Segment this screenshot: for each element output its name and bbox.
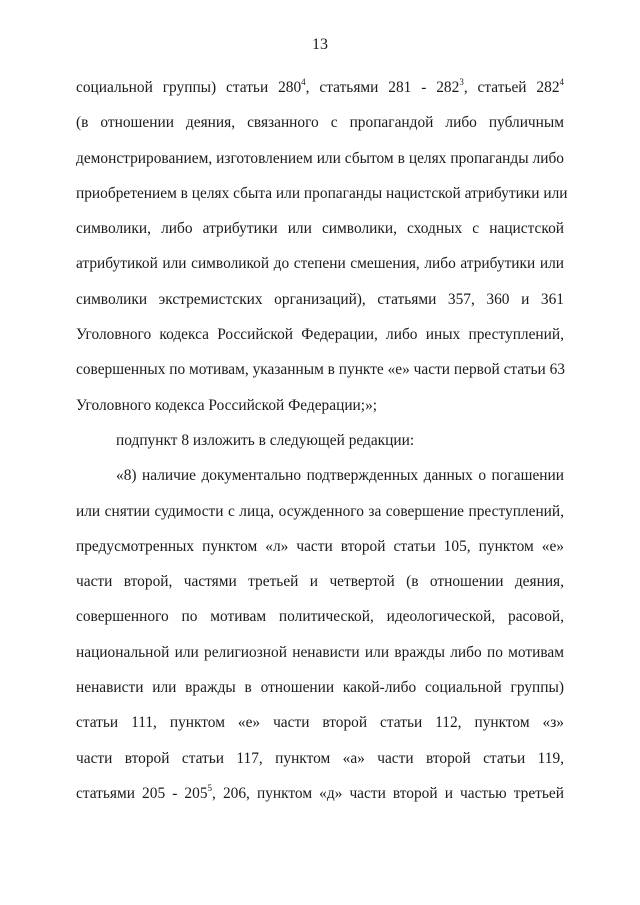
superscript: 4 bbox=[301, 76, 306, 87]
text-line: социальной группы) статьи $280^4$, статьями $281 - 282^3$, статьей $282^4$ bbox=[76, 76, 565, 96]
text-line: статьи 111, пунктом «е» части второй статьи 112, пунктом «з» bbox=[76, 714, 564, 732]
text-line: подпункт 8 изложить в следующей редакции: bbox=[116, 431, 415, 449]
text-line: части второй, частями третьей и четвертой (в отношении деяния, bbox=[76, 573, 564, 591]
text-line: (в отношении деяния, связанного с пропагандой либо публичным bbox=[76, 114, 564, 132]
text-line: совершенного по мотивам политической, идеологической, расовой, bbox=[76, 608, 564, 626]
text-line: Уголовного кодекса Российской Федерации;»; bbox=[76, 396, 378, 414]
text-line: предусмотренных пунктом «л» части второй статьи 105, пунктом «е» bbox=[76, 537, 564, 555]
superscript: 5 bbox=[207, 782, 213, 793]
text-line: ненависти или вражды в отношении какой-либо социальной группы) bbox=[76, 679, 564, 697]
paragraph-subpoint-instruction bbox=[76, 423, 564, 458]
paragraph-continuation bbox=[76, 70, 568, 423]
text-line: символики экстремистских организаций), статьями 357, 360 и 361 bbox=[76, 290, 564, 308]
text-line: символики, либо атрибутики или символики, сходных с нацистской bbox=[76, 220, 564, 238]
superscript: 3 bbox=[459, 76, 464, 87]
text-line: демонстрированием, изготовлением или сбытом в целях пропаганды либо bbox=[76, 149, 564, 167]
text-line: части второй статьи 117, пунктом «а» части второй статьи 119, bbox=[76, 749, 564, 767]
superscript: 4 bbox=[559, 76, 565, 87]
text-line: или снятии судимости с лица, осужденного за совершение преступлений, bbox=[76, 502, 564, 520]
document-body bbox=[76, 70, 568, 811]
text-line: приобретением в целях сбыта или пропаганды нацистской атрибутики или bbox=[76, 184, 568, 202]
text-line: национальной или религиозной ненависти или вражды либо по мотивам bbox=[76, 643, 564, 661]
page-number: 13 bbox=[312, 36, 328, 53]
text-line: «8) наличие документально подтвержденных данных о погашении bbox=[116, 467, 564, 485]
text-line: атрибутикой или символикой до степени смешения, либо атрибутики или bbox=[76, 255, 564, 273]
text-line: Уголовного кодекса Российской Федерации, либо иных преступлений, bbox=[76, 326, 564, 344]
text-line: статьями $205 - 205^5$, 206, пунктом «д» части второй и частью третьей bbox=[76, 782, 564, 802]
text-line: совершенных по мотивам, указанным в пункте «е» части первой статьи 63 bbox=[76, 361, 565, 379]
paragraph-subpoint-8 bbox=[76, 458, 564, 811]
